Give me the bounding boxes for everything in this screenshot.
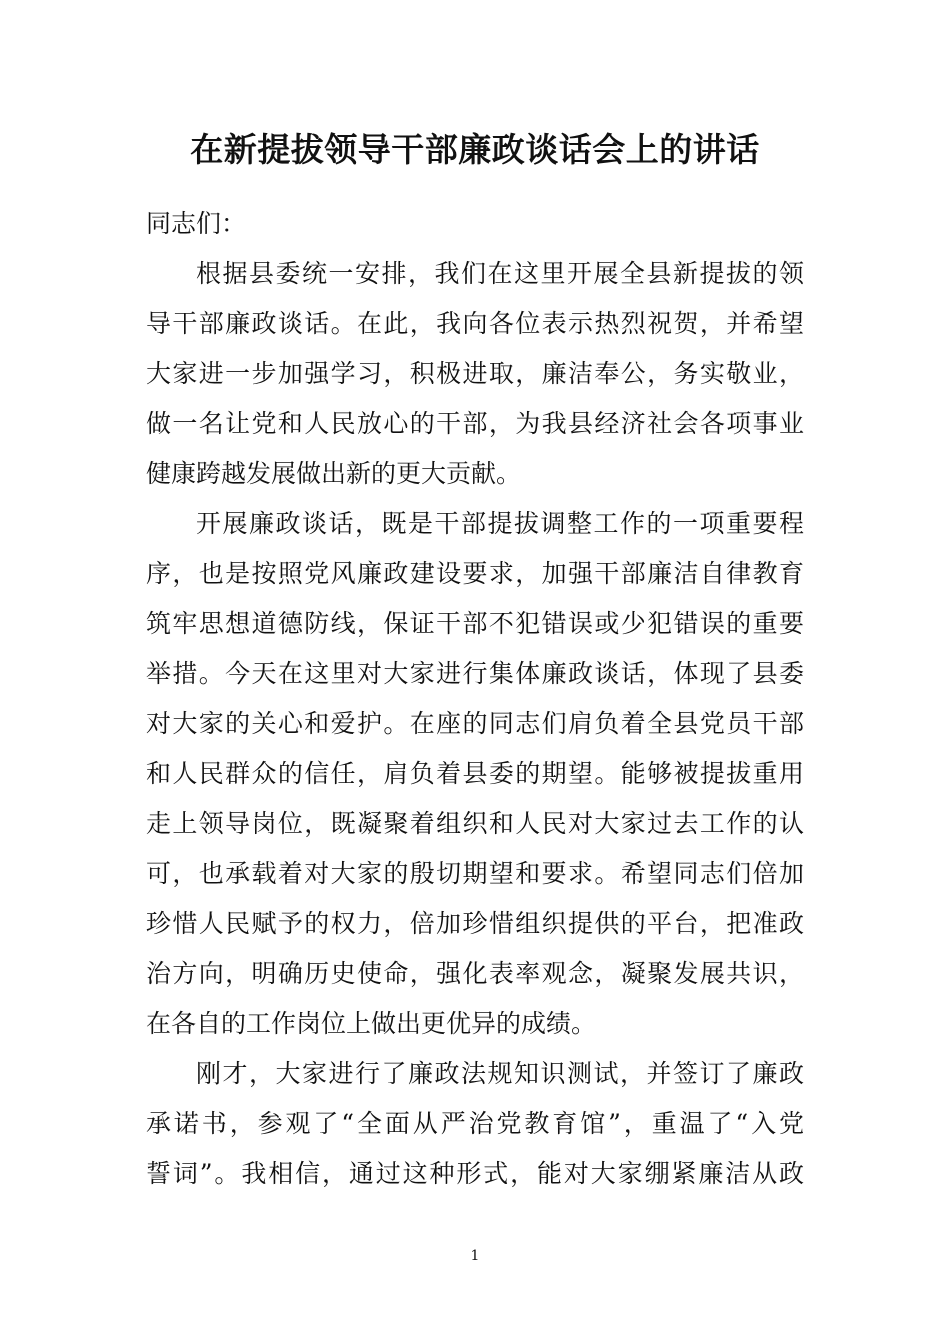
document-body (146, 199, 804, 1199)
paragraph-2-line-5: 对大家的关心和爱护。在座的同志们肩负着全县党员干部 (146, 709, 804, 738)
paragraph-1-line-3: 大家进一步加强学习，积极进取，廉洁奉公，务实敬业， (146, 359, 804, 388)
page-number: 1 (470, 1248, 480, 1264)
paragraph-1-line-5: 健康跨越发展做出新的更大贡献。 (146, 459, 522, 488)
paragraph-1-line-4: 做一名让党和人民放心的干部，为我县经济社会各项事业 (146, 409, 804, 438)
paragraph-2-line-7: 走上领导岗位，既凝聚着组织和人民对大家过去工作的认 (146, 809, 804, 838)
paragraph-2-line-4: 举措。今天在这里对大家进行集体廉政谈话，体现了县委 (146, 659, 804, 688)
paragraph-2-line-10: 治方向，明确历史使命，强化表率观念，凝聚发展共识， (146, 959, 804, 988)
paragraph-1-line-1: 根据县委统一安排，我们在这里开展全县新提拔的领 (196, 259, 804, 288)
paragraph-2-line-3: 筑牢思想道德防线，保证干部不犯错误或少犯错误的重要 (146, 609, 804, 638)
paragraph-2-line-1: 开展廉政谈话，既是干部提拔调整工作的一项重要程 (196, 509, 804, 538)
paragraph-2-line-6: 和人民群众的信任，肩负着县委的期望。能够被提拔重用 (146, 759, 804, 788)
paragraph-2-line-2: 序，也是按照党风廉政建设要求，加强干部廉洁自律教育 (146, 559, 804, 588)
paragraph-2-line-11: 在各自的工作岗位上做出更优异的成绩。 (146, 1009, 597, 1038)
paragraph-2-line-8: 可，也承载着对大家的殷切期望和要求。希望同志们倍加 (146, 859, 804, 888)
paragraph-3-line-3: 誓词”。我相信，通过这种形式，能对大家绷紧廉洁从政 (146, 1159, 804, 1188)
paragraph-3-line-1: 刚才，大家进行了廉政法规知识测试，并签订了廉政 (196, 1059, 804, 1088)
paragraph-1-line-2: 导干部廉政谈话。在此，我向各位表示热烈祝贺，并希望 (146, 309, 804, 338)
salutation: 同志们： (146, 209, 247, 238)
paragraph-3-line-2: 承诺书，参观了“全面从严治党教育馆”，重温了“入党 (146, 1109, 804, 1138)
document-title: 在新提拔领导干部廉政谈话会上的讲话 (190, 130, 760, 169)
paragraph-2-line-9: 珍惜人民赋予的权力，倍加珍惜组织提供的平台，把准政 (146, 909, 804, 938)
